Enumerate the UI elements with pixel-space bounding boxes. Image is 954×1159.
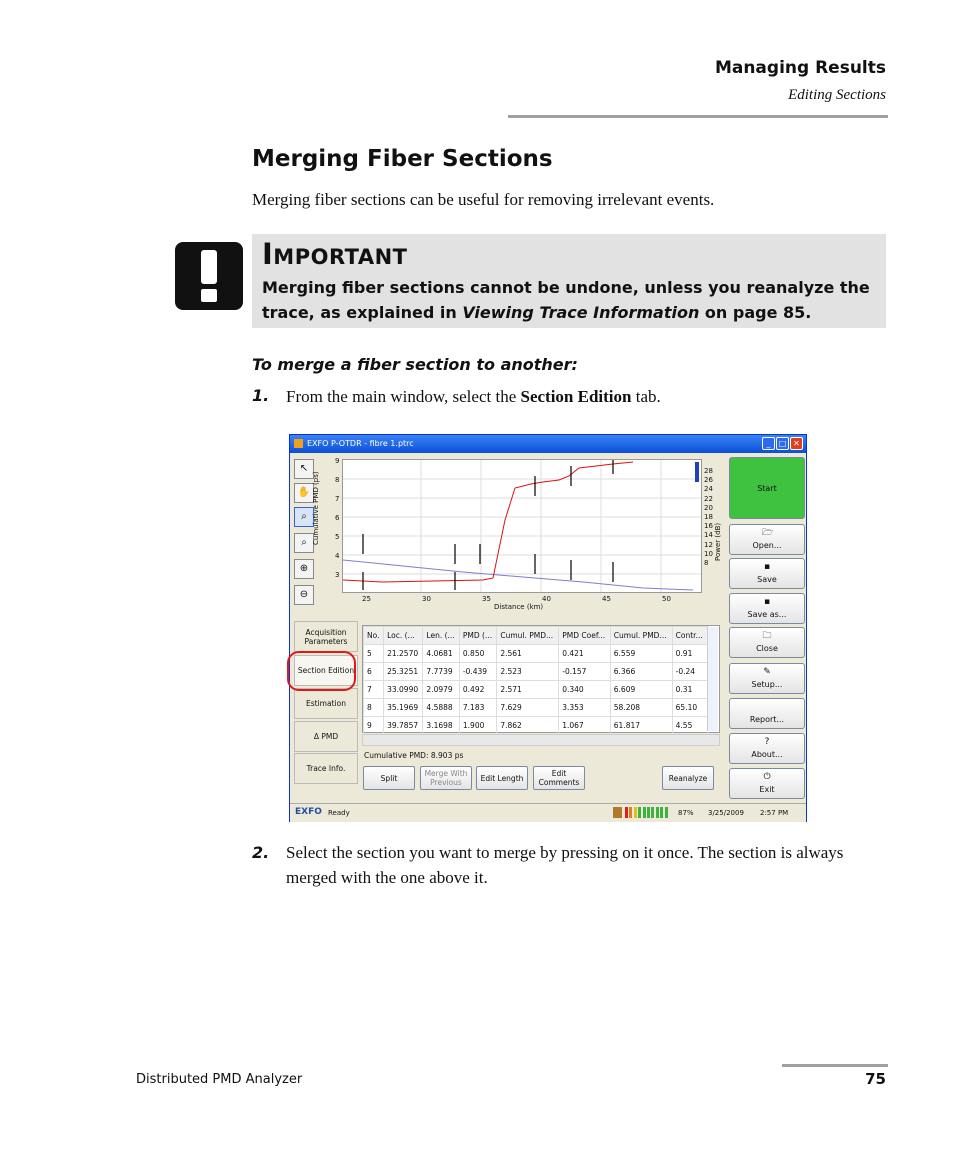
x-tick-label: 25 <box>362 595 371 603</box>
y-left-tick-label: 7 <box>335 495 340 503</box>
zoom-in-icon[interactable]: ⊕ <box>294 559 314 579</box>
table-cell: 33.0990 <box>384 681 423 699</box>
table-cell: 8 <box>364 699 384 717</box>
column-header[interactable]: No. <box>364 627 384 645</box>
y-right-tick-label: 20 <box>704 503 713 512</box>
x-tick-label: 30 <box>422 595 431 603</box>
y-right-tick-label: 24 <box>704 485 713 494</box>
open-button[interactable] <box>729 524 805 555</box>
level-bar <box>647 807 650 818</box>
cumulative-pmd-readout: Cumulative PMD: 8.903 ps <box>364 751 464 760</box>
table-cell: 4.5888 <box>423 699 459 717</box>
button-label: Open... <box>752 541 782 550</box>
important-heading: IMPORTANT <box>262 237 408 271</box>
y-axis-left-label: Cumulative PMD (ps) <box>312 471 320 545</box>
table-cell: 3.353 <box>559 699 611 717</box>
table-cell: 0.492 <box>459 681 496 699</box>
table-cell: 7.183 <box>459 699 496 717</box>
button-label: Close <box>756 644 778 653</box>
battery-percent: 87% <box>678 809 694 817</box>
level-bar <box>625 807 628 818</box>
tab-acquisition-parameters[interactable]: Acquisition Parameters <box>294 621 358 652</box>
table-cell: 0.340 <box>559 681 611 699</box>
button-label: Save <box>757 575 777 584</box>
table-cell: 0.31 <box>672 681 707 699</box>
level-bar <box>643 807 646 818</box>
table-cell: 2.561 <box>497 645 559 663</box>
table-row[interactable] <box>364 663 708 681</box>
table-cell: 6.559 <box>610 645 672 663</box>
report-button[interactable] <box>729 698 805 729</box>
edit-comments-button[interactable]: Edit Comments <box>533 766 585 790</box>
column-header[interactable]: Loc. (... <box>384 627 423 645</box>
table-cell: 21.2570 <box>384 645 423 663</box>
table-cell: 58.208 <box>610 699 672 717</box>
level-bar <box>629 807 632 818</box>
column-header[interactable]: Contr... <box>672 627 707 645</box>
start-button[interactable] <box>729 457 805 519</box>
step-text: Select the section you want to merge by pressing on it once. The section is always merged with the one above it. <box>286 843 844 887</box>
column-header[interactable]: PMD Coef... <box>559 627 611 645</box>
level-bar <box>656 807 659 818</box>
folder-icon: 🗀 <box>762 631 772 641</box>
zoom-area-icon[interactable]: ⌕ <box>294 507 314 527</box>
y-right-tick-label: 16 <box>704 522 713 531</box>
table-cell: 7.7739 <box>423 663 459 681</box>
window-titlebar <box>290 435 806 453</box>
tab-delta-pmd[interactable]: Δ PMD <box>294 721 358 752</box>
y-right-tick-label: 14 <box>704 531 713 540</box>
split-button[interactable]: Split <box>363 766 415 790</box>
x-axis-label: Distance (km) <box>494 603 544 611</box>
tab-estimation[interactable]: Estimation <box>294 688 358 719</box>
table-cell: 1.067 <box>559 717 611 735</box>
button-label: Report... <box>749 715 785 724</box>
save-as-icon: ▪ <box>763 597 771 607</box>
save-button[interactable] <box>729 558 805 589</box>
table-row[interactable] <box>364 681 708 699</box>
page-title: Merging Fiber Sections <box>252 146 553 172</box>
table-cell: 2.571 <box>497 681 559 699</box>
header-rule <box>508 115 888 118</box>
table-cell: 25.3251 <box>384 663 423 681</box>
table-cell: 7.629 <box>497 699 559 717</box>
table-row[interactable] <box>364 699 708 717</box>
close-button[interactable] <box>729 627 805 658</box>
save-icon: ▪ <box>763 562 771 572</box>
intro-paragraph: Merging fiber sections can be useful for removing irrelevant events. <box>252 190 715 209</box>
brand-logo: EXFO <box>295 807 322 817</box>
y-left-tick-label: 3 <box>335 571 340 579</box>
minimize-icon[interactable]: _ <box>762 437 775 450</box>
button-label: Save as... <box>747 610 787 619</box>
table-cell: 1.900 <box>459 717 496 735</box>
table-cell: 6.366 <box>610 663 672 681</box>
y-right-tick-label: 10 <box>704 549 713 558</box>
table-cell: 0.91 <box>672 645 707 663</box>
y-axis-right-label: Power (dB) <box>714 522 722 561</box>
y-right-tick-label: 28 <box>704 467 713 475</box>
level-bar <box>634 807 637 818</box>
footer-product: Distributed PMD Analyzer <box>136 1072 303 1087</box>
table-cell: 35.1969 <box>384 699 423 717</box>
edit-length-button[interactable]: Edit Length <box>476 766 528 790</box>
help-icon: ? <box>764 737 770 747</box>
table-cell: 4.55 <box>672 717 707 735</box>
power-icon: ⏻ <box>763 772 771 782</box>
setup-button[interactable] <box>729 663 805 694</box>
page-number: 75 <box>865 1070 886 1088</box>
table-cell: 4.0681 <box>423 645 459 663</box>
button-label: Exit <box>759 785 775 794</box>
table-cell: 0.421 <box>559 645 611 663</box>
y-right-tick-label: 26 <box>704 476 713 485</box>
step-number: 1. <box>252 386 270 405</box>
zoom-fit-icon[interactable]: ⌕ <box>294 533 314 553</box>
y-left-tick-label: 6 <box>335 514 340 522</box>
table-cell: 61.817 <box>610 717 672 735</box>
table-cell: 0.850 <box>459 645 496 663</box>
sections-table[interactable] <box>362 625 720 733</box>
table-cell: 2.523 <box>497 663 559 681</box>
exit-button[interactable] <box>729 768 805 799</box>
table-cell: 9 <box>364 717 384 735</box>
table-row[interactable] <box>364 717 708 735</box>
x-tick-label: 40 <box>542 595 551 603</box>
x-tick-label: 35 <box>482 595 491 603</box>
setup-icon: ✎ <box>763 667 771 677</box>
pmd-chart[interactable] <box>342 459 702 593</box>
save-as-button[interactable] <box>729 593 805 624</box>
status-time: 2:57 PM <box>760 809 789 817</box>
status-text: Ready <box>328 809 350 817</box>
table-cell: 5 <box>364 645 384 663</box>
power-level-indicator <box>695 462 699 482</box>
table-scrollbar[interactable] <box>707 627 718 731</box>
table-cell: 7 <box>364 681 384 699</box>
footer-rule <box>782 1064 888 1067</box>
zoom-out-icon[interactable]: ⊖ <box>294 585 314 605</box>
table-cell: -0.157 <box>559 663 611 681</box>
column-header[interactable]: Cumul. PMD... <box>497 627 559 645</box>
horizontal-scrollbar[interactable] <box>362 734 720 746</box>
column-header[interactable]: Cumul. PMD... <box>610 627 672 645</box>
column-header[interactable]: Len. (... <box>423 627 459 645</box>
table-cell: 39.7857 <box>384 717 423 735</box>
step-number: 2. <box>252 843 270 862</box>
y-left-tick-label: 4 <box>335 552 340 560</box>
y-right-tick-label: 22 <box>704 494 713 503</box>
button-label: Setup... <box>751 680 783 689</box>
table-cell: 65.10 <box>672 699 707 717</box>
important-text: Merging fiber sections cannot be undone, unless you reanalyze the trace, as explained in Viewing Trace Information on page 85. <box>262 278 870 322</box>
step-text: From the main window, select the Section Edition tab. <box>286 387 661 406</box>
close-icon[interactable]: ✕ <box>790 437 803 450</box>
y-right-tick-label: 12 <box>704 540 713 549</box>
about-button[interactable] <box>729 733 805 764</box>
column-header[interactable]: PMD (... <box>459 627 496 645</box>
button-label: Start <box>757 484 777 493</box>
highlight-circle <box>287 651 356 691</box>
button-label: About... <box>751 750 783 759</box>
table-cell: 6.609 <box>610 681 672 699</box>
pan-hand-icon[interactable]: ✋ <box>294 483 314 503</box>
y-left-tick-label: 5 <box>335 533 340 541</box>
maximize-icon[interactable]: □ <box>776 437 789 450</box>
level-bar <box>638 807 641 818</box>
section-subtitle: Editing Sections <box>788 87 886 103</box>
table-row[interactable] <box>364 645 708 663</box>
level-bar <box>660 807 663 818</box>
table-cell: 6 <box>364 663 384 681</box>
merge-with-previous-button[interactable]: Merge With Previous <box>420 766 472 790</box>
app-icon <box>294 439 303 448</box>
table-cell: -0.439 <box>459 663 496 681</box>
level-bar <box>651 807 654 818</box>
x-tick-label: 50 <box>662 595 671 603</box>
reanalyze-button[interactable]: Reanalyze <box>662 766 714 790</box>
pointer-tool-icon[interactable]: ↖ <box>294 459 314 479</box>
status-bar <box>290 803 806 822</box>
table-cell: 2.0979 <box>423 681 459 699</box>
y-right-tick-label: 18 <box>704 513 713 521</box>
cross-reference-link[interactable]: Viewing Trace Information <box>462 303 700 322</box>
table-cell: -0.24 <box>672 663 707 681</box>
table-cell: 7.862 <box>497 717 559 735</box>
battery-level-bars <box>625 807 669 818</box>
exclamation-icon <box>175 242 243 310</box>
tab-trace-info[interactable]: Trace Info. <box>294 753 358 784</box>
procedure-heading: To merge a fiber section to another: <box>252 355 578 374</box>
status-date: 3/25/2009 <box>708 809 744 817</box>
level-bar <box>665 807 668 818</box>
y-right-tick-label: 8 <box>704 559 709 567</box>
app-window-screenshot <box>289 434 807 822</box>
y-left-tick-label: 8 <box>335 476 340 484</box>
x-tick-label: 45 <box>602 595 611 603</box>
table-cell: 3.1698 <box>423 717 459 735</box>
chapter-title: Managing Results <box>714 58 886 78</box>
window-title: EXFO P-OTDR - fibre 1.ptrc <box>307 439 414 448</box>
tab-section-edition[interactable]: Section Edition <box>294 655 358 686</box>
battery-icon <box>613 807 622 818</box>
power-trace <box>343 560 693 590</box>
y-left-tick-label: 9 <box>335 457 340 465</box>
folder-open-icon: 🗁 <box>762 528 774 538</box>
